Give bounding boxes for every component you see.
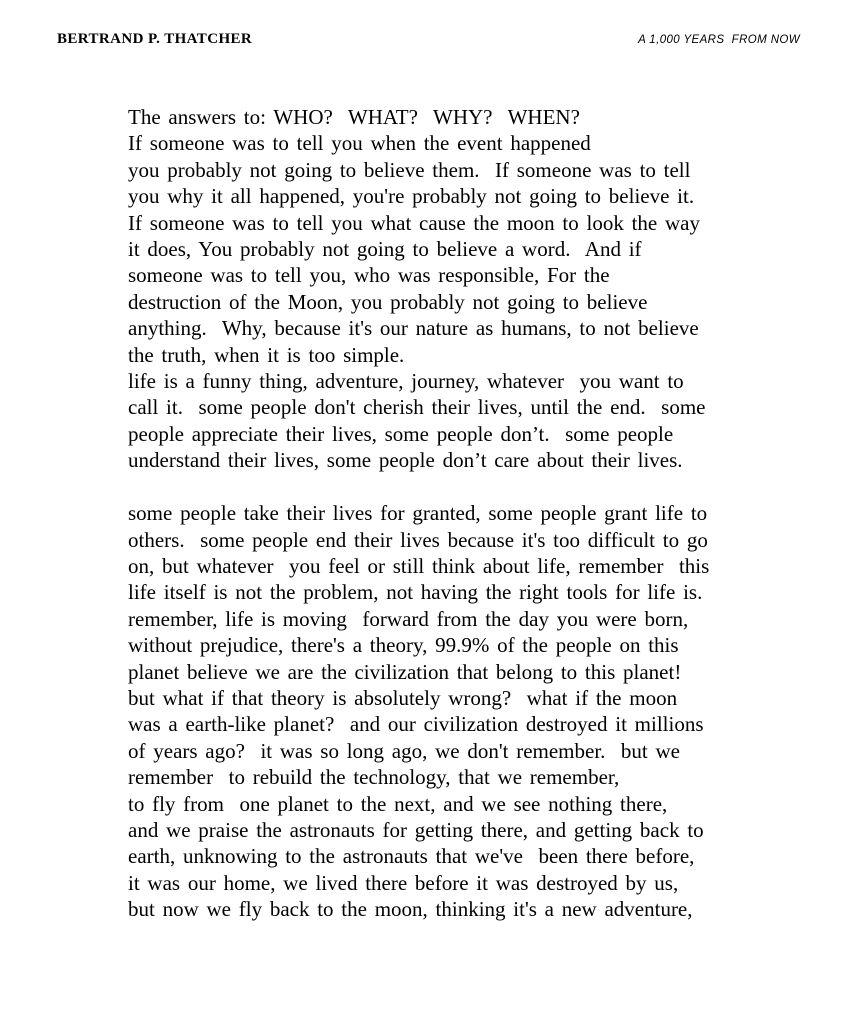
text-line: and we praise the astronauts for getting there, and getting back to <box>128 817 704 842</box>
text-line: life itself is not the problem, not having the right tools for life is. <box>128 580 703 605</box>
text-line: but now we fly back to the moon, thinking it's a new adventure, <box>128 897 693 922</box>
text-line: was a earth-like planet? and our civilization destroyed it millions <box>128 712 704 737</box>
text-line: it does, You probably not going to believe a word. And if <box>128 237 642 262</box>
text-line: but what if that theory is absolutely wrong? what if the moon <box>128 685 678 710</box>
body-text <box>128 104 768 923</box>
text-line: anything. Why, because it's our nature as humans, to not believe <box>128 316 699 341</box>
text-line: destruction of the Moon, you probably not going to believe <box>128 289 648 314</box>
page-header-running-title: A 1,000 YEARS FROM NOW <box>638 34 800 46</box>
text-line: some people take their lives for granted, some people grant life to <box>128 501 708 526</box>
text-line: remember, life is moving forward from the day you were born, <box>128 606 689 631</box>
text-line: you probably not going to believe them. If someone was to tell <box>128 157 691 182</box>
text-line: earth, unknowing to the astronauts that we've been there before, <box>128 844 695 869</box>
text-line: people appreciate their lives, some people don’t. some people <box>128 421 674 446</box>
text-line: of years ago? it was so long ago, we don't remember. but we <box>128 738 680 763</box>
text-line: remember to rebuild the technology, that we remember, <box>128 765 620 790</box>
page-header-author: BERTRAND P. THATCHER <box>57 31 253 47</box>
text-line: If someone was to tell you what cause the moon to look the way <box>128 210 700 235</box>
text-line: you why it all happened, you're probably not going to believe it. <box>128 184 695 209</box>
text-line: If someone was to tell you when the event happened <box>128 131 591 156</box>
text-line: understand their lives, some people don’t care about their lives. <box>128 448 683 473</box>
text-line: it was our home, we lived there before it was destroyed by us, <box>128 870 679 895</box>
text-line: call it. some people don't cherish their lives, until the end. some <box>128 395 706 420</box>
text-line: The answers to: WHO? WHAT? WHY? WHEN? <box>128 105 580 129</box>
text-line: without prejudice, there's a theory, 99.9% of the people on this <box>128 633 679 658</box>
text-line: planet believe we are the civilization that belong to this planet! <box>128 659 682 684</box>
text-line: the truth, when it is too simple. <box>128 342 405 367</box>
text-line: on, but whatever you feel or still think about life, remember this <box>128 553 710 578</box>
text-line: others. some people end their lives because it's too difficult to go <box>128 527 708 552</box>
text-line: someone was to tell you, who was responsible, For the <box>128 263 610 288</box>
text-line: to fly from one planet to the next, and we see nothing there, <box>128 791 668 816</box>
text-line: life is a funny thing, adventure, journey, whatever you want to <box>128 369 684 394</box>
text-line <box>128 474 768 500</box>
